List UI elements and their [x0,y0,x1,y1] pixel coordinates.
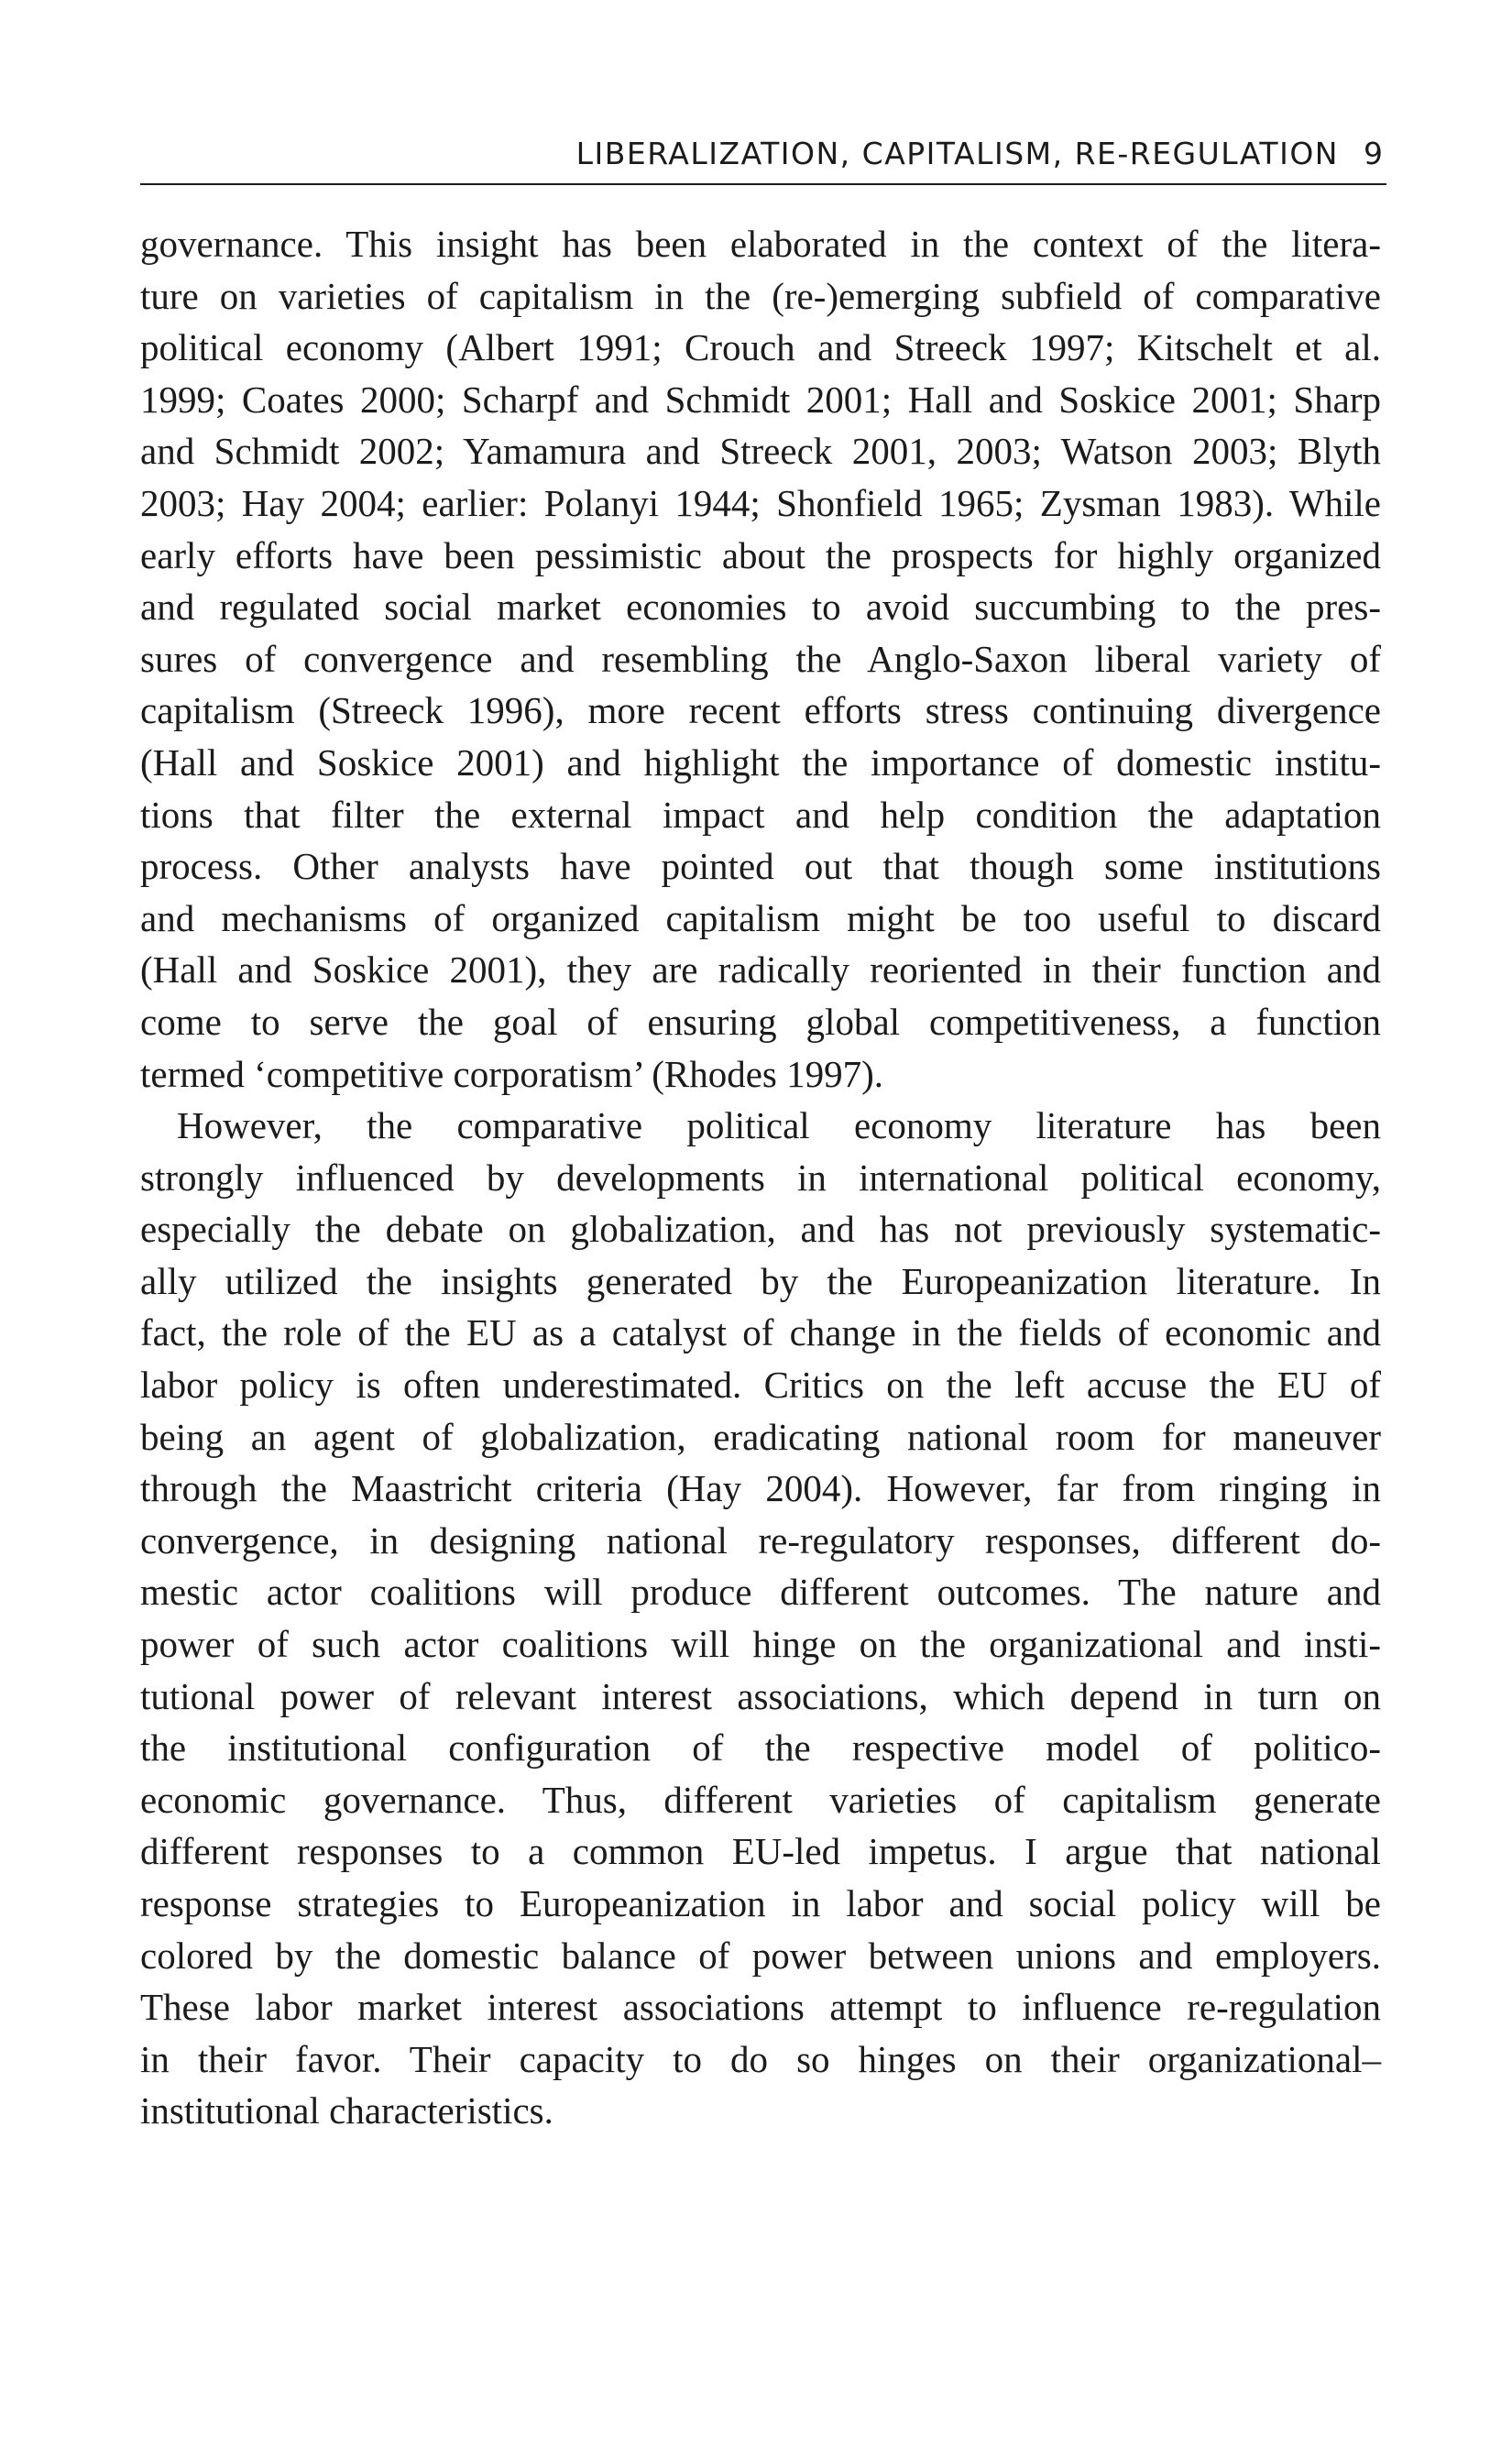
text-line: early efforts have been pessimistic about the prospects for highly organized [140,533,1381,576]
text-line: labor policy is often underestimated. Critics on the left accuse the EU of [140,1364,1381,1407]
text-line: and Schmidt 2002; Yamamura and Streeck 2001, 2003; Watson 2003; Blyth [140,430,1381,473]
text-line-indented [140,1100,1381,1152]
text-line: 2003; Hay 2004; earlier: Polanyi 1944; Shonfield 1965; Zysman 1983). While [140,481,1381,524]
text-line: in their favor. Their capacity to do so hinges on their organizational– [140,2037,1381,2080]
text-line: tutional power of relevant interest associations, which depend in turn on [140,1674,1381,1717]
text-line: fact, the role of the EU as a catalyst of change in the fields of economic and [140,1311,1381,1354]
text-line: 1999; Coates 2000; Scharpf and Schmidt 2001; Hall and Soskice 2001; Sharp [140,378,1381,421]
text-line: political economy (Albert 1991; Crouch and Streeck 1997; Kitschelt et al. [140,326,1381,369]
text-line: governance. This insight has been elaborated in the context of the litera- [140,223,1381,265]
text-line: process. Other analysts have pointed out that though some institutions [140,845,1381,888]
text-line: capitalism (Streeck 1996), more recent efforts stress continuing divergence [140,689,1381,732]
text-line: tions that filter the external impact and help condition the adaptation [140,793,1381,836]
text-line: through the Maastricht criteria (Hay 2004). However, far from ringing in [140,1467,1381,1510]
text-line: strongly influenced by developments in international political economy, [140,1156,1381,1199]
text-line: ture on varieties of capitalism in the (re-)emerging subfield of comparative [140,274,1381,317]
text-line: come to serve the goal of ensuring global competitiveness, a function [140,1000,1381,1043]
body-text [140,218,1381,2137]
text-line: (Hall and Soskice 2001) and highlight the importance of domestic institu- [140,740,1381,784]
text-line: sures of convergence and resembling the Anglo-Saxon liberal variety of [140,637,1381,680]
text-line: institutional characteristics. [140,2089,553,2132]
running-title: LIBERALIZATION, CAPITALISM, RE-REGULATION [575,136,1339,171]
text-line: different responses to a common EU-led impetus. I argue that national [140,1830,1381,1873]
text-line: especially the debate on globalization, and has not previously systematic- [140,1208,1381,1251]
text-line-content: However, the comparative political economy literature has been [177,1104,1381,1147]
text-line: colored by the domestic balance of power between unions and employers. [140,1934,1381,1977]
text-line: being an agent of globalization, eradicating national room for maneuver [140,1415,1381,1458]
text-line: (Hall and Soskice 2001), they are radically reoriented in their function and [140,948,1381,992]
text-line: and mechanisms of organized capitalism might be too useful to discard [140,896,1381,939]
text-line: power of such actor coalitions will hinge on the organizational and insti- [140,1623,1381,1666]
text-line: convergence, in designing national re-regulatory responses, different do- [140,1518,1381,1562]
text-line: These labor market interest associations attempt to influence re-regulation [140,1986,1381,2029]
text-line: termed ‘competitive corporatism’ (Rhodes 1997). [140,1052,884,1095]
page-number: 9 [1364,136,1383,171]
text-line: the institutional configuration of the respective model of politico- [140,1726,1381,1770]
paragraph-1 [140,218,1381,1100]
paragraph-2 [140,1100,1381,2137]
text-line: and regulated social market economies to avoid succumbing to the pres- [140,586,1381,629]
text-line: economic governance. Thus, different varieties of capitalism generate [140,1778,1381,1821]
text-line: mestic actor coalitions will produce different outcomes. The nature and [140,1571,1381,1614]
text-line: ally utilized the insights generated by the Europeanization literature. In [140,1259,1381,1302]
text-line: response strategies to Europeanization in labor and social policy will be [140,1882,1381,1924]
running-head [140,128,1386,185]
